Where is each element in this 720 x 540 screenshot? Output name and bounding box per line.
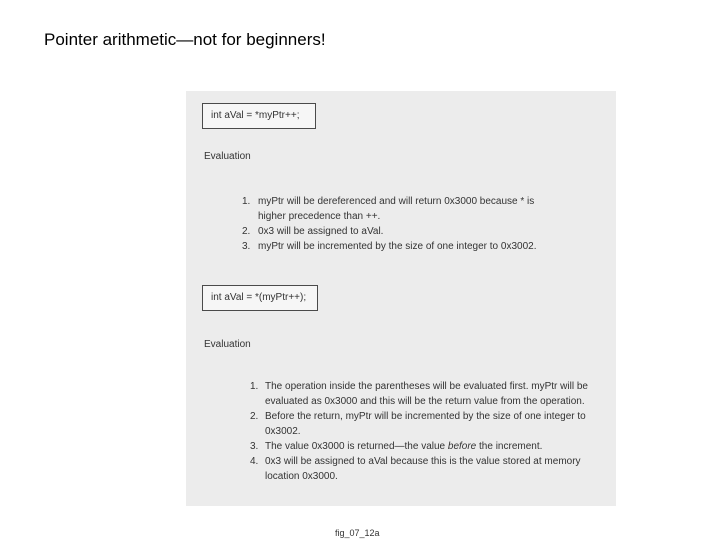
list-item: 3. myPtr will be incremented by the size of one integer to 0x3002. xyxy=(242,241,537,252)
list-item: 1. myPtr will be dereferenced and will return 0x3000 because * is higher precedence than ++. xyxy=(242,196,535,222)
code-snippet-2: int aVal = *(myPtr++); xyxy=(202,285,318,311)
figure-caption: fig_07_12a xyxy=(335,528,380,538)
evaluation-steps-1 xyxy=(242,194,562,254)
evaluation-label-2: Evaluation xyxy=(204,339,251,350)
list-item: 3. The value 0x3000 is returned—the value before the increment. xyxy=(250,441,543,452)
code-snippet-1: int aVal = *myPtr++; xyxy=(202,103,316,129)
list-item: 1. The operation inside the parentheses will be evaluated first. myPtr will be evaluated as 0x3000 and this will be the return value from the operation. xyxy=(250,381,588,407)
evaluation-label-1: Evaluation xyxy=(204,151,251,162)
list-item: 4. 0x3 will be assigned to aVal because this is the value stored at memory location 0x3000. xyxy=(250,456,581,482)
list-item: 2. Before the return, myPtr will be incremented by the size of one integer to 0x3002. xyxy=(250,411,586,437)
evaluation-steps-2 xyxy=(250,379,596,484)
slide-title: Pointer arithmetic—not for beginners! xyxy=(44,30,326,49)
list-item: 2. 0x3 will be assigned to aVal. xyxy=(242,226,384,237)
code-figure xyxy=(186,91,616,506)
